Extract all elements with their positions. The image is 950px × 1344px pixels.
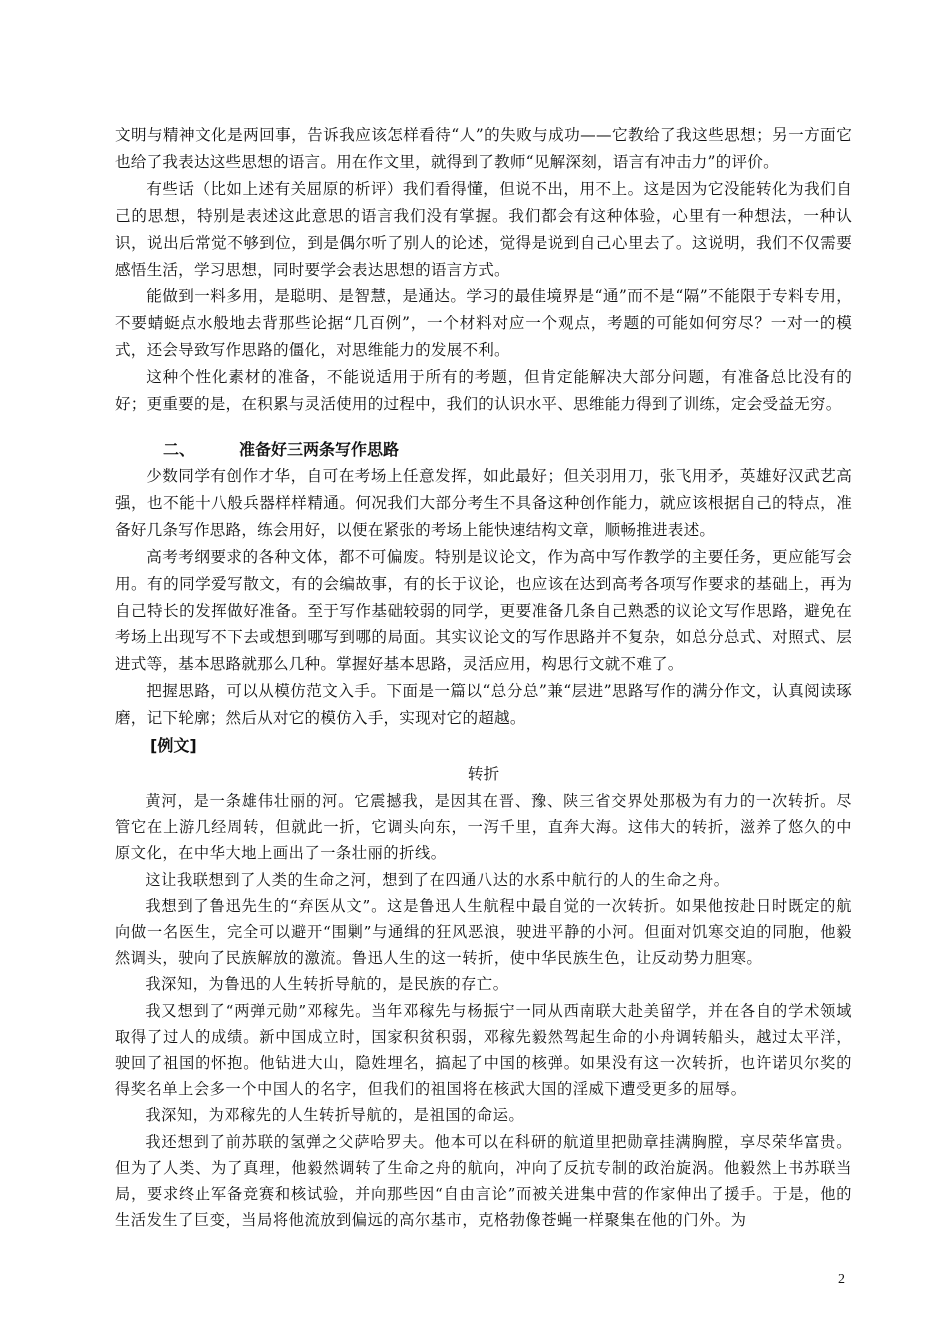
essay-paragraph: 我想到了鲁迅先生的“弃医从文”。这是鲁迅人生航程中最自觉的一次转折。如果他按赴日时既定的航向做一名医生，完全可以避开“围剿”与通缉的狂风恶浪，驶进平静的小河。但面对饥寒交迫的同胞，他毅然调头，驶向了民族解放的激流。鲁迅人生的这一转折，使中华民族生色，让反动势力胆寒。 — [115, 896, 852, 968]
intro-paragraph: 有些话（比如上述有关屈原的析评）我们看得懂，但说不出，用不上。这是因为它没能转化为我们自己的思想，特别是表述这此意思的语言我们没有掌握。我们都会有这种体验，心里有一种想法，一种认识，说出后常觉不够到位，到是偶尔听了别人的论述，觉得是说到自己心里去了。这说明，我们不仅需要感悟生活，学习思想，同时要学会表达思想的语言方式。 — [115, 179, 852, 279]
section-paragraph: 把握思路，可以从模仿范文入手。下面是一篇以“总分总”兼“层进”思路写作的满分作文，认真阅读琢磨，记下轮廓；然后从对它的模仿入手，实现对它的超越。 — [115, 682, 852, 728]
section-number: 二、 — [163, 439, 196, 459]
section-title: 准备好三两条写作思路 — [239, 439, 400, 459]
example-essay — [115, 761, 852, 1233]
essay-paragraph: 我又想到了“两弹元勋”邓稼先。当年邓稼先与杨振宁一同从西南联大赴美留学，并在各自的学术领域取得了过人的成绩。新中国成立时，国家积贫积弱，邓稼先毅然驾起生命的小舟调转船头，越过太平洋，驶回了祖国的怀抱。他钻进大山，隐姓埋名，搞起了中国的核弹。如果没有这一次转折，也许诺贝尔奖的得奖名单上会多一个中国人的名字，但我们的祖国将在核武大国的淫威下遭受更多的屈辱。 — [115, 1001, 852, 1099]
essay-title: 转折 — [467, 765, 500, 784]
intro-paragraph: 能做到一料多用，是聪明、是智慧，是通达。学习的最佳境界是“通”而不是“隔”不能限于专料专用，不要蜻蜓点水般地去背那些论据“几百例”，一个材料对应一个观点，考题的可能如何穷尽？一对一的模式，还会导致写作思路的僵化，对思维能力的发展不利。 — [115, 287, 852, 360]
section-paragraph: 高考考纲要求的各种文体，都不可偏废。特别是议论文，作为高中写作教学的主要任务，更应能写会用。有的同学爱写散文，有的会编故事，有的长于议论，也应该在达到高考各项写作要求的基础上，再为自己特长的发挥做好准备。至于写作基础较弱的同学，更要准备几条自己熟悉的议论文写作思路，避免在考场上出现写不下去或想到哪写到哪的局面。其实议论文的写作思路并不复杂，如总分总式、对照式、层进式等，基本思路就那么几种。掌握好基本思路，灵活应用，构思行文就不难了。 — [115, 547, 852, 674]
page-number: 2 — [838, 1272, 845, 1287]
intro-paragraph: 这种个性化素材的准备，不能说适用于所有的考题，但肯定能解决大部分问题，有准备总比没有的好；更重要的是，在积累与灵活使用的过程中，我们的认识水平、思维能力得到了训练，定会受益无穷。 — [115, 368, 852, 414]
intro-paragraph-continued: 文明与精神文化是两回事，告诉我应该怎样看待“人”的失败与成功——它教给了我这些思想；另一方面它也给了我表达这些思想的语言。用在作文里，就得到了教师“见解深刻，语言有冲击力”的评价。 — [115, 126, 852, 171]
section-paragraph: 少数同学有创作才华，自可在考场上任意发挥，如此最好；但关羽用刀，张飞用矛，英雄好汉武艺高强，也不能十八般兵器样样精通。何况我们大部分考生不具备这种创作能力，就应该根据自己的特点，准备好几条写作思路，练会用好，以便在紧张的考场上能快速结构文章，顺畅推进表述。 — [115, 466, 852, 539]
document-page — [115, 122, 852, 1233]
essay-paragraph: 我深知，为邓稼先的人生转折导航的，是祖国的命运。 — [145, 1106, 525, 1125]
essay-paragraph: 黄河，是一条雄伟壮丽的河。它震撼我，是因其在晋、豫、陕三省交界处那极为有力的一次转折。尽管它在上游几经周转，但就此一折，它调头向东，一泻千里，直奔大海。这伟大的转折，滋养了悠久的中原文化，在中华大地上画出了一条壮丽的折线。 — [115, 792, 852, 863]
essay-paragraph: 这让我联想到了人类的生命之河，想到了在四通八达的水系中航行的人的生命之舟。 — [145, 870, 730, 889]
essay-paragraph: 我深知，为鲁迅的人生转折导航的，是民族的存亡。 — [145, 975, 509, 994]
example-label: [例文] — [150, 736, 197, 756]
section-heading — [115, 436, 852, 463]
essay-paragraph: 我还想到了前苏联的氢弹之父萨哈罗夫。他本可以在科研的航道里把勋章挂满胸膛，享尽荣华富贵。但为了人类、为了真理，他毅然调转了生命之舟的航向，冲向了反抗专制的政治旋涡。他毅然上书苏联当局，要求终止军备竞赛和核试验，并向那些因“自由言论”而被关进集中营的作家伸出了援手。于是，他的生活发生了巨变，当局将他流放到偏远的高尔基市，克格勃像苍蝇一样聚集在他的门外。为 — [115, 1132, 852, 1230]
